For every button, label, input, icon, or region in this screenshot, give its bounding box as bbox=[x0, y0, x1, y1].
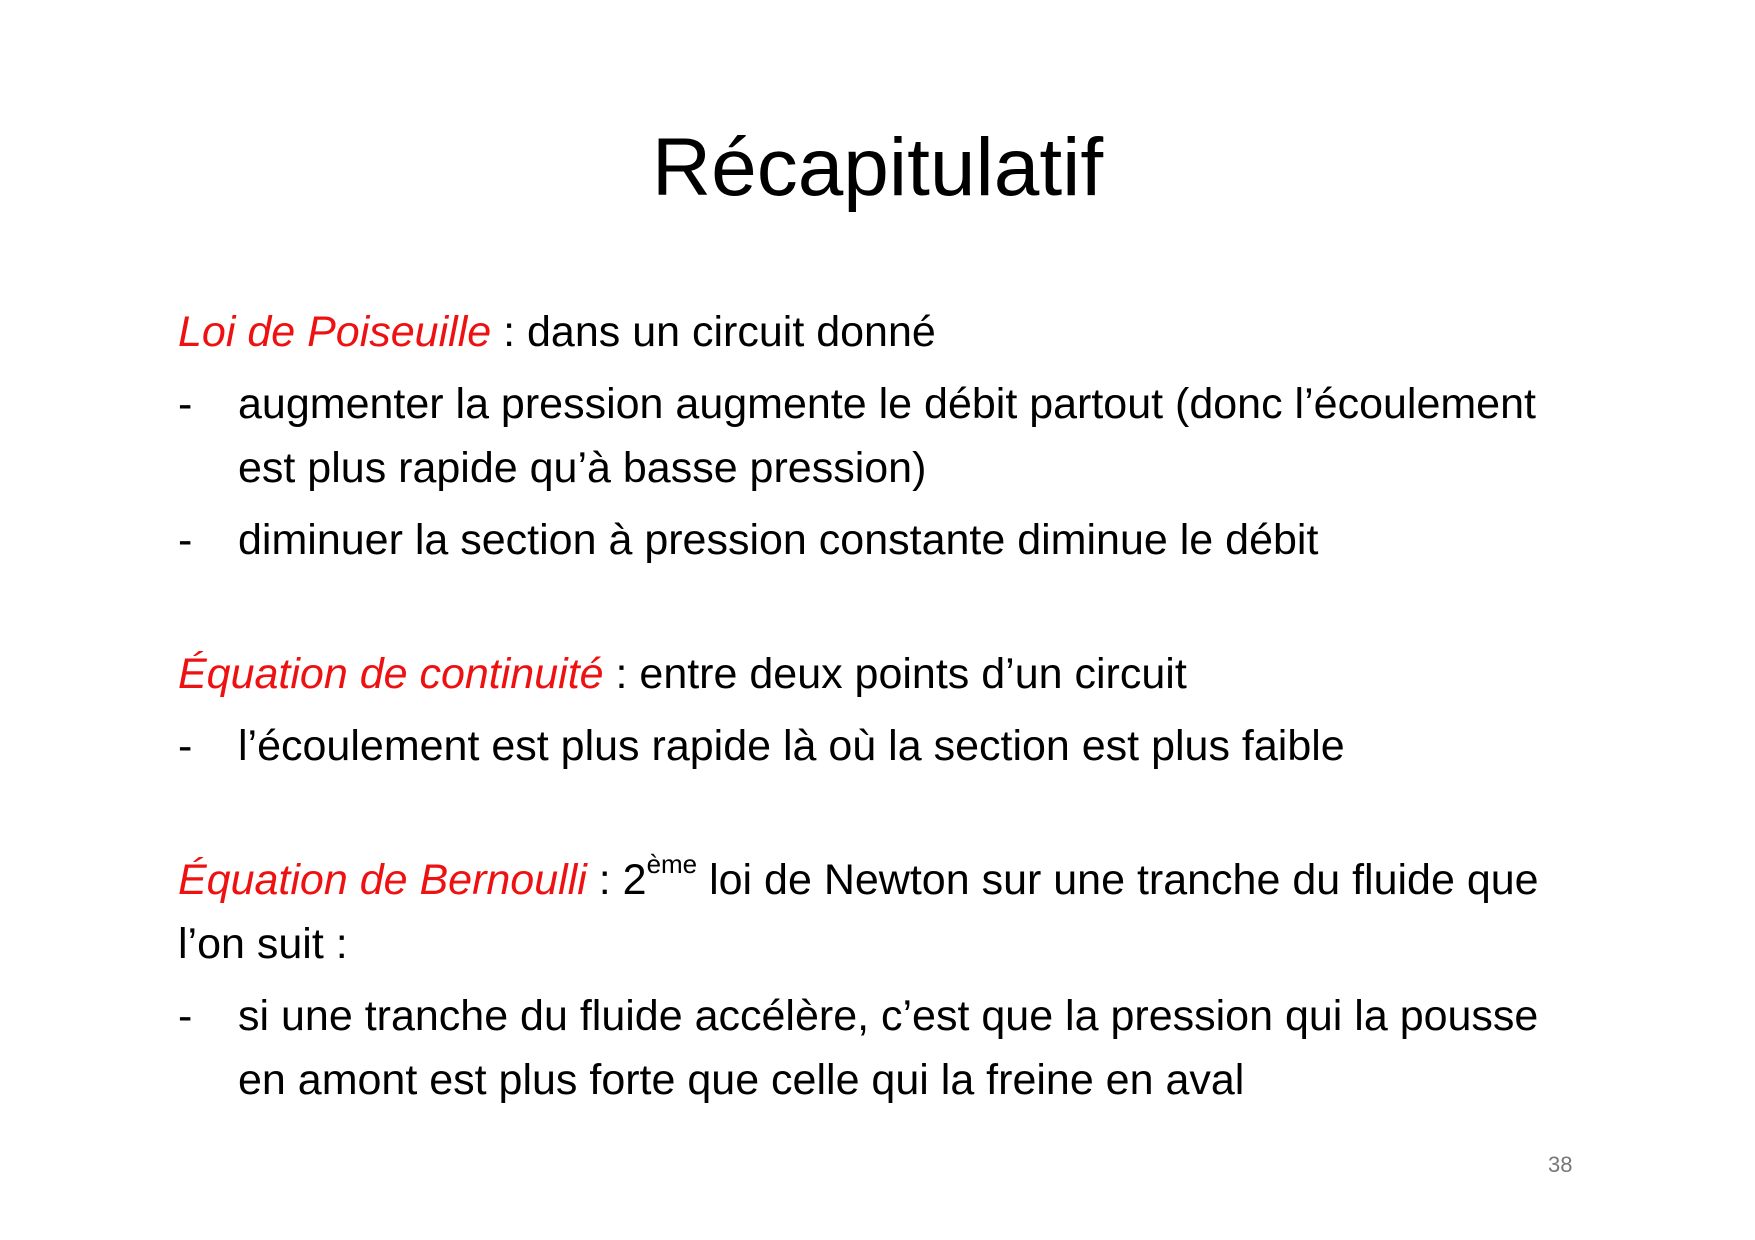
bullet-item bbox=[178, 714, 1578, 778]
bullet-text: l’écoulement est plus rapide là où la section est plus faible bbox=[238, 722, 1345, 770]
bullet-text: diminuer la section à pression constante diminue le débit bbox=[238, 516, 1319, 564]
bullet-dash: - bbox=[178, 992, 193, 1040]
bullet-dash: - bbox=[178, 722, 193, 770]
section-bernoulli-heading bbox=[178, 848, 1578, 976]
bullet-item bbox=[178, 984, 1578, 1112]
section-continuite-heading bbox=[178, 642, 1578, 706]
bullet-item bbox=[178, 508, 1578, 572]
bullet-item bbox=[178, 372, 1578, 500]
term-bernoulli: Équation de Bernoulli bbox=[178, 856, 587, 904]
term-continuite: Équation de continuité bbox=[178, 650, 604, 698]
bullet-dash: - bbox=[178, 380, 193, 428]
section-poiseuille-intro: : dans un circuit donné bbox=[491, 308, 936, 356]
section-bernoulli-intro-start: : 2 bbox=[586, 856, 647, 904]
section-bernoulli-intro-end: loi de Newton sur une tranche du fluide que l’on suit : bbox=[178, 856, 1539, 968]
slide-title: Récapitulatif bbox=[651, 122, 1104, 213]
page-number: 38 bbox=[1548, 1152, 1573, 1177]
section-continuite-intro: : entre deux points d’un circuit bbox=[603, 650, 1187, 698]
slide-content bbox=[178, 300, 1578, 1112]
term-poiseuille: Loi de Poiseuille bbox=[178, 308, 492, 356]
section-poiseuille-heading bbox=[178, 300, 1578, 364]
ordinal-superscript: ème bbox=[646, 848, 698, 879]
bullet-text: si une tranche du fluide accélère, c’est que la pression qui la pousse en amont est plus forte que celle qui la freine en aval bbox=[238, 992, 1539, 1104]
bullet-dash: - bbox=[178, 516, 193, 564]
bullet-text: augmenter la pression augmente le débit partout (donc l’écoulement est plus rapide qu’à basse pression) bbox=[238, 380, 1536, 492]
